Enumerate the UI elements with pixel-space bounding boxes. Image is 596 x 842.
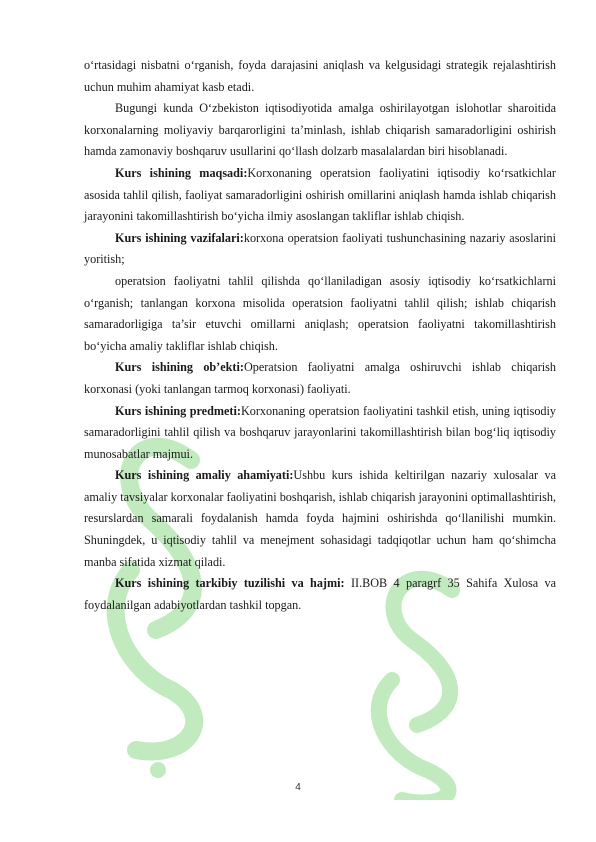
paragraph-tasks	[84, 228, 556, 271]
paragraph-subject	[84, 401, 556, 466]
paragraph-heading: Kurs ishining predmeti:	[115, 403, 241, 418]
paragraph-text: II.BOB 4 paragrf 35 Sahifa Xulosa va foydalanilgan adabiyotlardan tashkil topgan.	[84, 576, 557, 612]
paragraph-text: o‘rtasidagi nisbatni o‘rganish, foyda darajasini aniqlash va kelgusidagi strategik rejalashtirish uchun muhim ahamiyat kasb etadi.	[84, 58, 556, 94]
document-body	[84, 55, 556, 616]
paragraph-goal	[84, 163, 556, 228]
paragraph-text: Ushbu kurs ishida keltirilgan nazariy xulosalar va amaliy tavsiyalar korxonalar faoliyatini boshqarish, ishlab chiqarish jarayonini optimallashtirish, resurslardan samarali foydalanish hamda foyda hajmini oshirishda qo‘llanilishi mumkin. Shuningdek, u iqtisodiy tahlil va menejment sohasidagi tadqiqotlar uchun ham qo‘shimcha manba sifatida xizmat qiladi.	[84, 468, 556, 569]
paragraph-practical-significance	[84, 465, 556, 573]
paragraph	[84, 55, 556, 98]
page-number: 4	[295, 782, 301, 793]
paragraph-text: Korxonaning operatsion faoliyatini iqtisodiy ko‘rsatkichlar asosida tahlil qilish, faoliyat samaradorligini oshirish omillarini aniqlash hamda ishlab chiqarish jarayonini takomillashtirish bo‘yicha ilmiy asoslangan takliflar ishlab chiqish.	[84, 165, 556, 224]
paragraph-text: Bugungi kunda O‘zbekiston iqtisodiyotida amalga oshirilayotgan islohotlar sharoitida korxonalarning moliyaviy barqarorligini ta’minlash, ishlab chiqarish samaradorligini oshirish hamda zamonaviy boshqaruv usullarini qo‘llash dolzarb masalalardan biri hisoblanadi.	[84, 101, 556, 159]
paragraph-object	[84, 357, 556, 400]
paragraph-structure	[84, 573, 556, 616]
paragraph-heading: Kurs ishining amaliy ahamiyati:	[115, 468, 294, 483]
paragraph-text: korxona operatsion faoliyati tushunchasining nazariy asoslarini yoritish;	[84, 230, 556, 267]
paragraph-heading: Kurs ishining ob’ekti:	[115, 360, 244, 375]
paragraph	[84, 271, 556, 357]
paragraph-heading: Kurs ishining vazifalari:	[115, 230, 244, 245]
paragraph-heading: Kurs ishining tarkibiy tuzilishi va hajmi:	[115, 576, 351, 591]
paragraph	[84, 98, 556, 163]
paragraph-text: Korxonaning operatsion faoliyatini tashkil etish, uning iqtisodiy samaradorligini tahlil qilish va boshqaruv jarayonlarini takomillashtirish bilan bog‘liq iqtisodiy munosabatlar majmui.	[84, 403, 556, 461]
paragraph-text: operatsion faoliyatni tahlil qilishda qo‘llaniladigan asosiy iqtisodiy ko‘rsatkichlarni o‘rganish; tanlangan korxona misolida operatsion faoliyatni tahlil qilish; ishlab chiqarish samaradorligiga ta’sir etuvchi omillarni aniqlash; operatsion faoliyatni takomillashtirish bo‘yicha amaliy takliflar ishlab chiqish.	[84, 273, 556, 353]
paragraph-text: Operatsion faoliyatni amalga oshiruvchi ishlab chiqarish korxonasi (yoki tanlangan tarmoq korxonasi) faoliyati.	[84, 360, 556, 396]
paragraph-heading: Kurs ishining maqsadi:	[115, 165, 248, 180]
